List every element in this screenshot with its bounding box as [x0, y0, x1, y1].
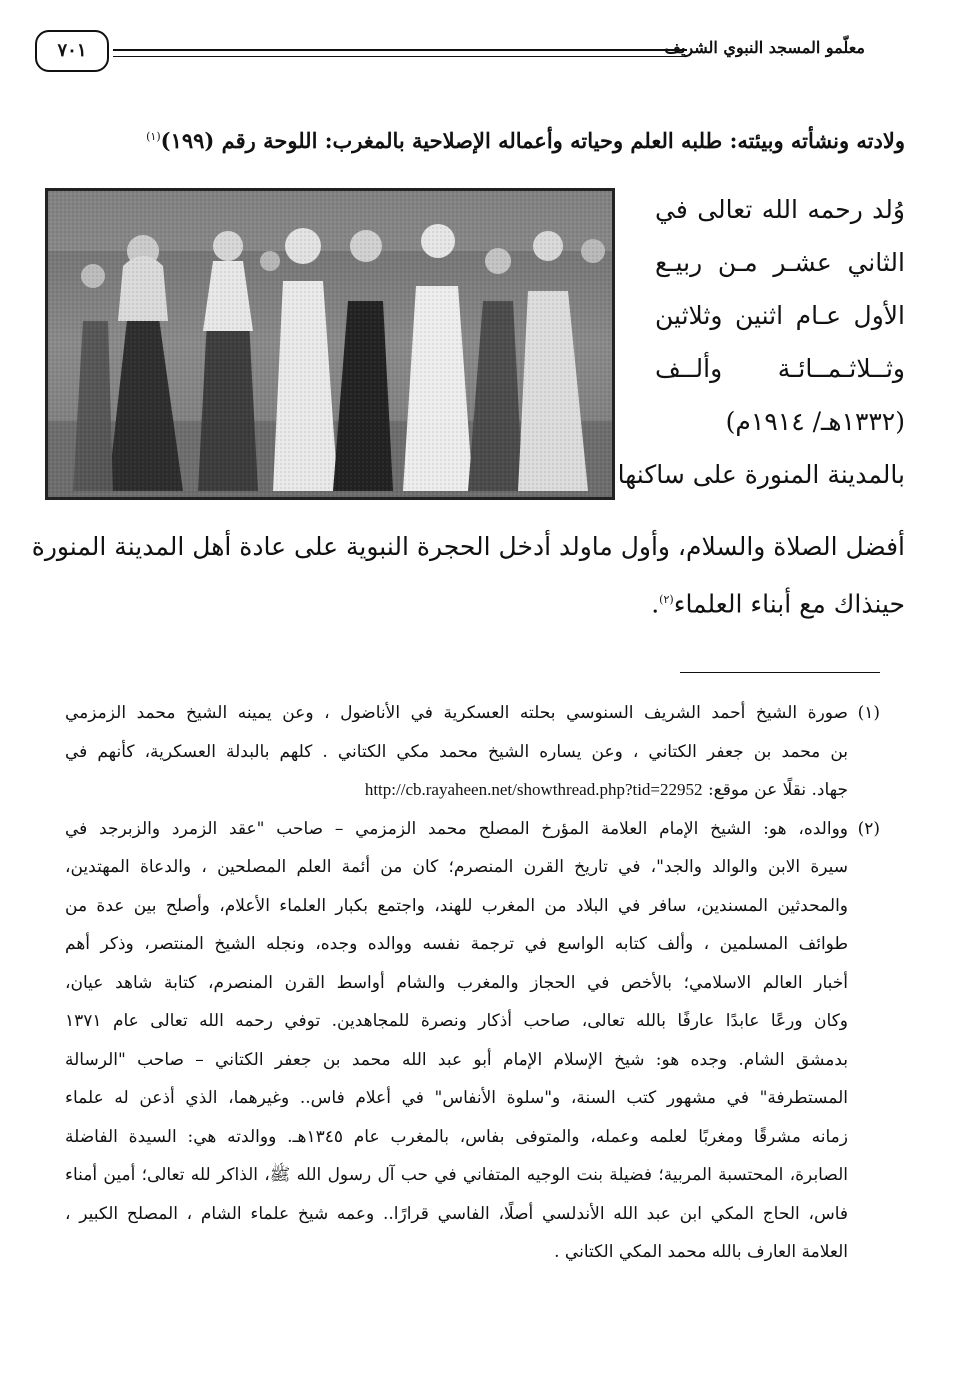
footnote-line: العلامة العارف بالله محمد المكي الكتاني . — [554, 1242, 848, 1262]
header-rule — [113, 49, 687, 57]
footnote-line: فاس، الحاج المكي ابن عبد الله الأندلسي أصلًا، الفاسي قرارًا.. وعمه شيخ علماء الشام ، المصلح الكبير ، — [65, 1203, 848, 1224]
wrapped-paragraph — [617, 183, 905, 501]
footnote-line: صورة الشيخ أحمد الشريف السنوسي بحلته العسكرية في الأناضول ، وعن يمينه الشيخ محمد الزمزمي — [65, 703, 848, 723]
paragraph-text: حينذاك مع أبناء العلماء — [673, 589, 905, 619]
paragraph-line-last — [45, 573, 905, 630]
paragraph-line: (١٣٣٢هـ/ ١٩١٤م) — [725, 407, 905, 436]
section-heading — [75, 128, 905, 153]
page-number: ٧٠١ — [35, 30, 109, 72]
footnote-line: سيرة الابن والوالد والجد"، في تاريخ القرن المنصرم؛ كان من أئمة العلم المصلحين ، والدعاة المهتدين، — [65, 857, 848, 877]
footnote-line — [65, 771, 848, 810]
paragraph-line: أفضل الصلاة والسلام، وأول ماولد أدخل الحجرة النبوية على عادة أهل المدينة المنورة — [31, 532, 905, 561]
footnote-line: زمانه مشرقًا ومغربًا لعلمه وعمله، والمتوفى بفاس، بالمغرب عام ١٣٤٥هـ. ووالدته هي: السيدة الفاضلة — [65, 1126, 848, 1147]
source-link[interactable]: http://cb.rayaheen.net/showthread.php?tid=22952 — [364, 780, 703, 799]
footnotes-section — [65, 694, 880, 1272]
footnote-line: طوائف المسلمين ، وألف كتابه الواسع في ترجمة نفسه ووالده وجده، ونجله الشيخ المنتصر، وذكر أهم — [65, 934, 848, 954]
footnote-number: (٢) — [857, 818, 880, 839]
footnote-line: أخبار العالم الاسلامي؛ بالأخص في الحجاز والمغرب والشام أواسط القرن المنصرم، كتابة شاهد عيان، — [65, 972, 848, 993]
group-photo-image — [48, 191, 612, 497]
footnote-line: والمحدثين المسندين، سافر في البلاد من المغرب للهند، واجتمع بكبار العلماء الأعلام، وأصلح بين عدة من — [65, 895, 848, 916]
main-paragraph — [31, 520, 905, 630]
section-heading-text: ولادته ونشأته وبيئته: طلبه العلم وحياته وأعماله الإصلاحية بالمغرب: اللوحة رقم (١٩٩) — [160, 128, 905, 153]
footnote-1 — [65, 694, 880, 810]
footnote-separator — [680, 672, 880, 673]
end-punctuation: . — [651, 589, 660, 619]
footnote-text: جهاد. نقلًا عن موقع: — [707, 780, 848, 800]
footnote-number: (١) — [857, 703, 880, 723]
paragraph-line: وثــلاثـمــائـة وألــف — [655, 354, 905, 383]
footnote-2 — [65, 810, 880, 1272]
historical-photo — [45, 188, 615, 500]
footnote-ref-1: (١) — [146, 130, 161, 143]
footnote-line: المستطرفة" في مشهور كتب السنة، و"سلوة الأنفاس" في أعلام فاس.. وغيرهما، الذي أذعن له علماء — [65, 1088, 848, 1108]
footnote-line: بن محمد بن جعفر الكتاني ، وعن يساره الشيخ محمد مكي الكتاني . كلهم بالبدلة العسكرية، كأنهم في — [65, 741, 849, 762]
page-header — [35, 30, 865, 74]
footnote-line: وكان ورعًا عابدًا عارفًا بالله تعالى، صاحب أذكار ونصرة للمجاهدين. توفي رحمه الله تعالى عام ١٣٧١ — [65, 1011, 849, 1031]
paragraph-line: الأول عـام اثنين وثلاثين — [655, 301, 905, 330]
footnote-ref-2: (٢) — [659, 593, 674, 606]
footnote-line: ووالده، هو: الشيخ الإمام العلامة المؤرخ المصلح محمد الزمزمي – صاحب "عقد الزمرد والزبرجد في — [65, 818, 848, 839]
paragraph-line: الثاني عشـر مـن ربيـع — [655, 248, 905, 277]
running-title: معلّمو المسجد النبوي الشريف — [664, 38, 865, 57]
paragraph-line: وُلد رحمه الله تعالى في — [655, 195, 905, 224]
footnote-line: الصابرة، المحتسبة المربية؛ فضيلة بنت الوجيه المتفاني في حب آل رسول الله ﷺ، الذاكر لله تعالى؛ أمين أمناء — [65, 1165, 848, 1185]
footnote-line: بدمشق الشام. وجده هو: شيخ الإسلام الإمام أبو عبد الله محمد بن جعفر الكتاني – صاحب "الرسالة — [65, 1049, 848, 1070]
paragraph-line: بالمدينة المنورة على ساكنها — [617, 460, 905, 489]
